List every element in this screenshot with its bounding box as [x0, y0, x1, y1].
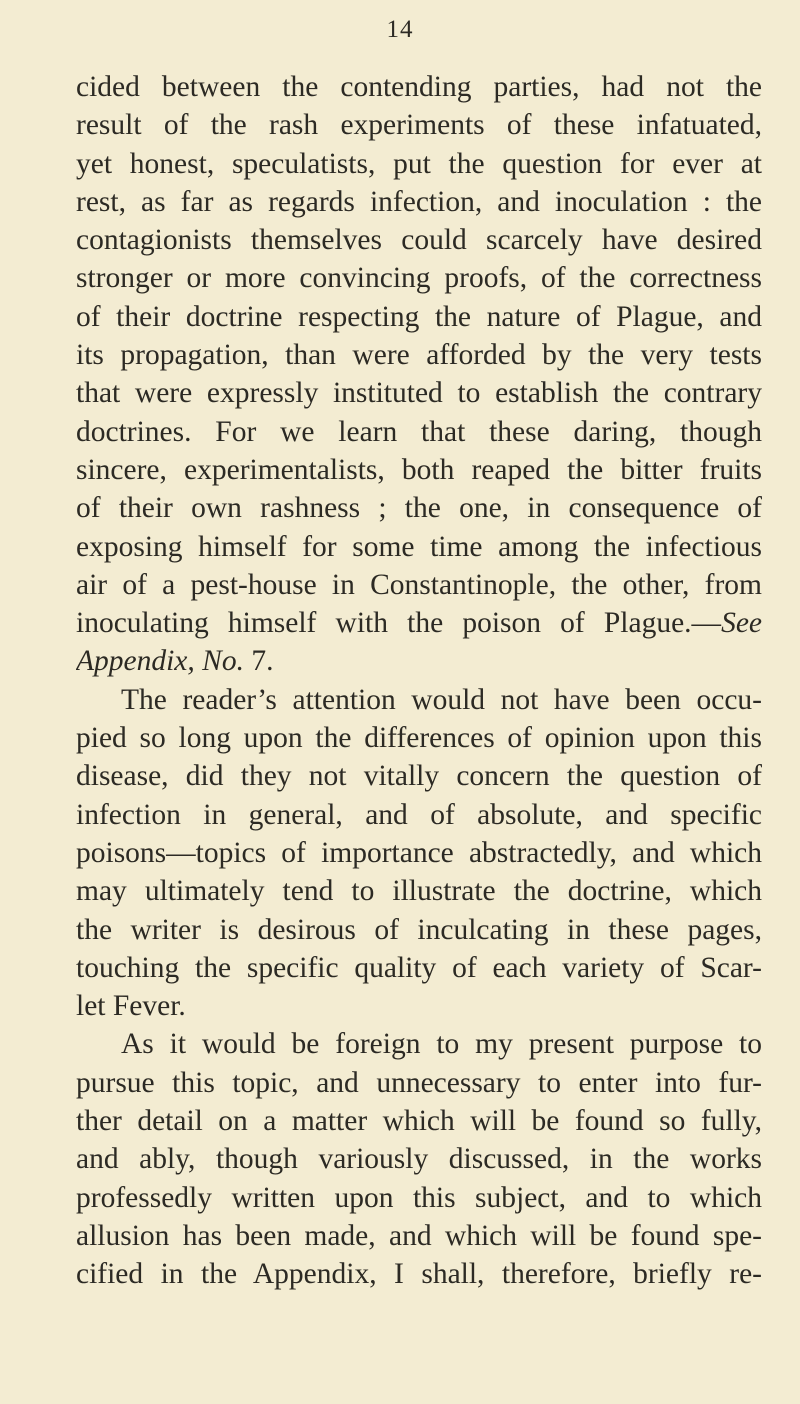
text-line: [76, 1064, 762, 1102]
text-line: [76, 183, 762, 221]
line-text: infection in general, and of absolute, and specific: [76, 798, 762, 831]
line-text: ther detail on a matter which will be found so fully,: [76, 1105, 762, 1138]
text-line: [76, 911, 762, 949]
line-text: sincere, experimentalists, both reaped the bitter fruits: [76, 453, 762, 486]
text-line: [76, 259, 762, 297]
italic-reference: See: [721, 607, 762, 640]
text-line: [76, 681, 762, 719]
text-line: [76, 221, 762, 259]
line-text: pied so long upon the differences of opinion upon this: [76, 722, 762, 755]
text-line: [76, 145, 762, 183]
text-line: [76, 68, 762, 106]
text-line: [76, 642, 762, 680]
line-text: its propagation, than were afforded by the very tests: [76, 339, 762, 372]
text-line: [76, 949, 762, 987]
text-line: [76, 1102, 762, 1140]
line-text: cified in the Appendix, I shall, therefore, briefly re-: [76, 1258, 762, 1291]
text-line: [76, 374, 762, 412]
line-text: doctrines. For we learn that these daring, though: [76, 415, 762, 448]
line-text: disease, did they not vitally concern the question of: [76, 760, 762, 793]
text-line: [76, 604, 762, 642]
line-text: stronger or more convincing proofs, of the correctness: [76, 262, 762, 295]
line-text: pursue this topic, and unnecessary to enter into fur-: [76, 1066, 762, 1099]
line-text: exposing himself for some time among the infectious: [76, 530, 762, 563]
text-line: [76, 1217, 762, 1255]
line-text: of their doctrine respecting the nature of Plague, and: [76, 300, 762, 333]
line-text: professedly written upon this subject, and to which: [76, 1181, 762, 1214]
line-text: cided between the contending parties, had not the: [76, 71, 762, 103]
text-line: [76, 106, 762, 144]
text-line: [76, 413, 762, 451]
line-text: result of the rash experiments of these infatuated,: [76, 109, 762, 142]
text-line: [76, 1025, 762, 1063]
text-line: [76, 489, 762, 527]
body-text: [76, 68, 762, 1294]
line-text: the writer is desirous of inculcating in these pages,: [76, 913, 762, 946]
line-text: touching the specific quality of each variety of Scar-: [76, 951, 762, 984]
line-text: As it would be foreign to my present purpose to: [121, 1028, 762, 1061]
line-text: contagionists themselves could scarcely have desired: [76, 224, 762, 257]
line-text: allusion has been made, and which will be found spe-: [76, 1219, 762, 1252]
line-text: may ultimately tend to illustrate the doctrine, which: [76, 875, 762, 908]
text-line: [76, 298, 762, 336]
text-line: [76, 796, 762, 834]
text-line: [76, 757, 762, 795]
text-line: [76, 1140, 762, 1178]
text-line: [76, 336, 762, 374]
line-text: inoculating himself with the poison of Plague.—: [76, 607, 722, 640]
line-text: The reader’s attention would not have been occu-: [121, 683, 762, 716]
line-text: of their own rashness ; the one, in consequence of: [76, 492, 762, 525]
text-line: [76, 1179, 762, 1217]
text-line: [76, 872, 762, 910]
text-line: [76, 834, 762, 872]
italic-reference: Appendix, No.: [76, 645, 244, 678]
line-text: let Fever.: [76, 990, 186, 1023]
line-text: yet honest, speculatists, put the question for ever at: [76, 147, 762, 180]
text-line: [76, 1255, 762, 1293]
text-line: [76, 719, 762, 757]
text-line: [76, 987, 762, 1025]
line-text: air of a pest-house in Constantinople, the other, from: [76, 568, 762, 601]
text-line: [76, 528, 762, 566]
line-text: rest, as far as regards infection, and inoculation : the: [76, 185, 762, 218]
line-text: poisons—topics of importance abstractedly, and which: [76, 836, 762, 869]
line-text: and ably, though variously discussed, in the works: [76, 1143, 762, 1176]
text-line: [76, 566, 762, 604]
text-line: [76, 451, 762, 489]
page-number: 14: [386, 16, 414, 43]
line-text-after: 7.: [243, 645, 274, 678]
line-text: that were expressly instituted to establish the contrary: [76, 377, 762, 410]
